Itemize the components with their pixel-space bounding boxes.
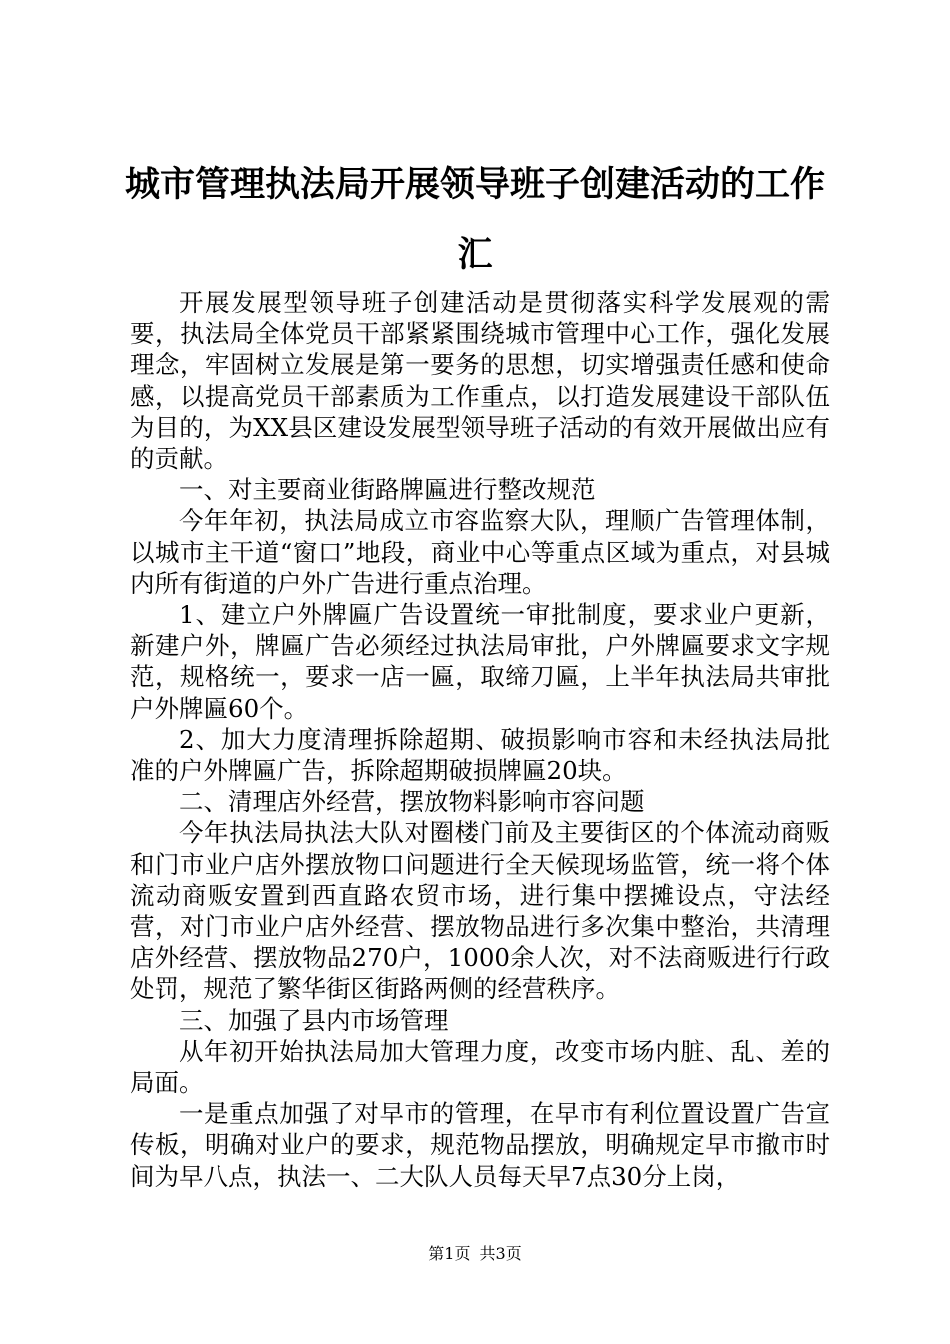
- list-item: 2、加大力度清理拆除超期、破损影响市容和未经执法局批准的户外牌匾广告，拆除超期破损牌匾20块。: [130, 724, 830, 786]
- document-body: [130, 287, 830, 1192]
- paragraph: 从年初开始执法局加大管理力度，改变市场内脏、乱、差的局面。: [130, 1036, 830, 1098]
- page-number: 第1页: [428, 1244, 471, 1263]
- section-heading-2: 二、清理店外经营，摆放物料影响市容问题: [179, 787, 645, 817]
- page-footer: [0, 1244, 950, 1264]
- paragraph: 一是重点加强了对早市的管理，在早市有利位置设置广告宣传板，明确对业户的要求，规范物品摆放，明确规定早市撤市时间为早八点，执法一、二大队人员每天早7点30分上岗，: [130, 1099, 830, 1191]
- section-heading-1: 一、对主要商业街路牌匾进行整改规范: [179, 475, 596, 505]
- paragraph: 今年年初，执法局成立市容监察大队，理顺广告管理体制，以城市主干道“窗口”地段，商业中心等重点区域为重点，对县城内所有街道的户外广告进行重点治理。: [130, 506, 830, 598]
- list-item: 1、建立户外牌匾广告设置统一审批制度，要求业户更新，新建户外，牌匾广告必须经过执法局审批，户外牌匾要求文字规范，规格统一，要求一店一匾，取缔刀匾，上半年执法局共审批户外牌匾60个。: [130, 600, 830, 723]
- paragraph: 今年执法局执法大队对圈楼门前及主要街区的个体流动商贩和门市业户店外摆放物口问题进行全天候现场监管，统一将个体流动商贩安置到西直路农贸市场，进行集中摆摊设点，守法经营，对门市业户店外经营、摆放物品进行多次集中整治，共清理店外经营、摆放物品270户，1000余人次，对不法商贩进行行政处罚，规范了繁华街区街路两侧的经营秩序。: [130, 818, 830, 1004]
- page-total: 共3页: [479, 1244, 522, 1263]
- paragraph-intro: 开展发展型领导班子创建活动是贯彻落实科学发展观的需要，执法局全体党员干部紧紧围绕城市管理中心工作，强化发展理念，牢固树立发展是第一要务的思想，切实增强责任感和使命感，以提高党员干部素质为工作重点，以打造发展建设干部队伍为目的，为XX县区建设发展型领导班子活动的有效开展做出应有的贡献。: [130, 288, 830, 474]
- document-title: 城市管理执法局开展领导班子创建活动的工作汇: [124, 165, 825, 275]
- section-heading-3: 三、加强了县内市场管理: [179, 1005, 449, 1035]
